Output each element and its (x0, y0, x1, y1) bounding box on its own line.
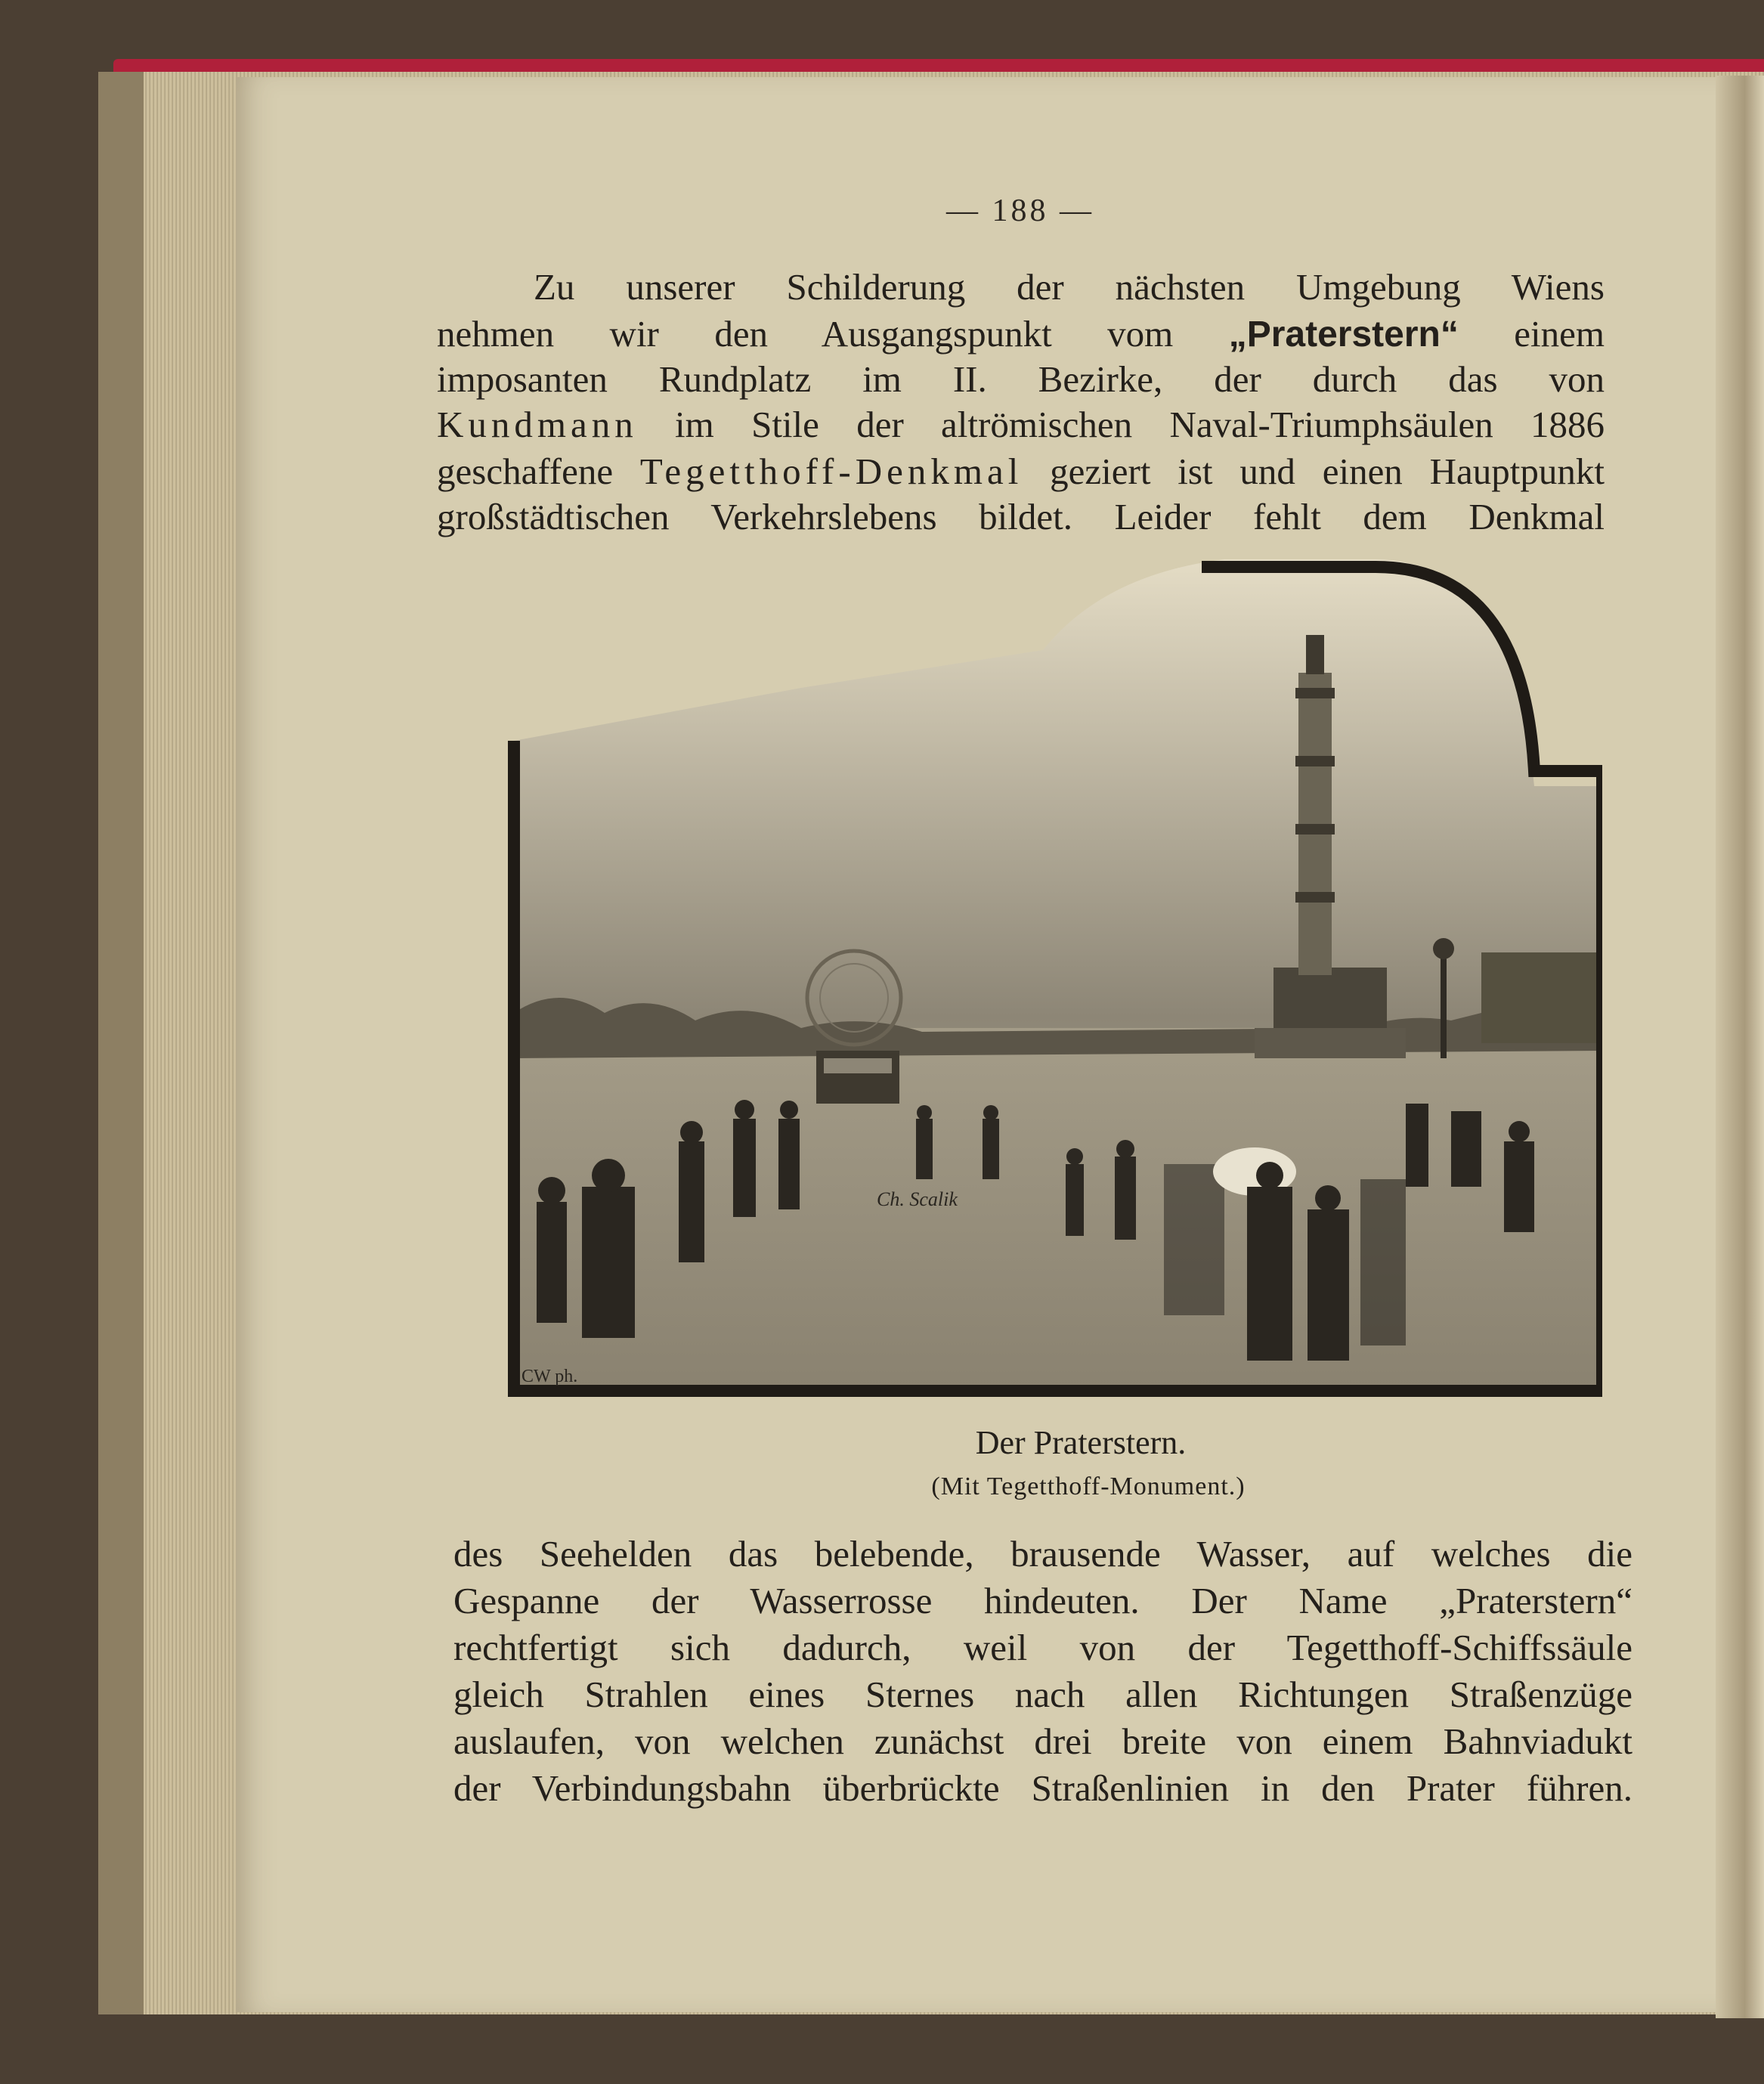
artist-signature: Ch. Scalik (877, 1188, 958, 1210)
text-span: geziert ist und einen Hauptpunkt (1023, 451, 1605, 492)
engraver-mark: CW ph. (521, 1367, 578, 1386)
text-line: imposanten Rundplatz im II. Bezirke, der durch das von (437, 358, 1605, 400)
emphasis-tegetthoff: Tegetthoff-Denkmal (639, 451, 1023, 492)
text-line (437, 402, 1605, 447)
text-line (437, 449, 1605, 494)
text-span: einem (1458, 313, 1605, 355)
emphasis-kundmann: Kundmann (437, 404, 638, 445)
page-number: — 188 — (946, 194, 1094, 228)
figure-caption-subtitle: (Mit Tegetthoff-Monument.) (931, 1472, 1246, 1500)
figure-caption-title: Der Praterstern. (975, 1424, 1187, 1461)
text-span: im Stile der altrömischen Naval-Triumphsäulen 1886 (637, 404, 1605, 445)
text-line: rechtfertigt sich dadurch, weil von der Tegetthoff-Schiffssäule (453, 1627, 1632, 1668)
praterstern-illustration (499, 559, 1602, 1406)
text-line: großstädtischen Verkehrslebens bildet. Leider fehlt dem Denkmal (437, 496, 1605, 537)
text-line: des Seehelden das belebende, brausende Wasser, auf welches die (453, 1533, 1632, 1575)
text-line (437, 311, 1605, 358)
emphasis-praterstern: „Praterstern“ (1228, 314, 1459, 355)
text-line: auslaufen, von welchen zunächst drei breite von einem Bahnviadukt (453, 1720, 1632, 1762)
text-span: nehmen wir den Ausgangspunkt vom (437, 313, 1229, 355)
text-line: Zu unserer Schilderung der nächsten Umgebung Wiens (534, 266, 1605, 308)
text-span: geschaffene (437, 451, 640, 492)
text-line: der Verbindungsbahn überbrückte Straßenlinien in den Prater führen. (453, 1767, 1632, 1809)
page-block-shadow (98, 72, 144, 2014)
text-line: gleich Strahlen eines Sternes nach allen Richtungen Straßenzüge (453, 1674, 1632, 1715)
page-gutter (1716, 76, 1764, 2018)
text-line: Gespanne der Wasserrosse hindeuten. Der Name „Praterstern“ (453, 1580, 1632, 1621)
